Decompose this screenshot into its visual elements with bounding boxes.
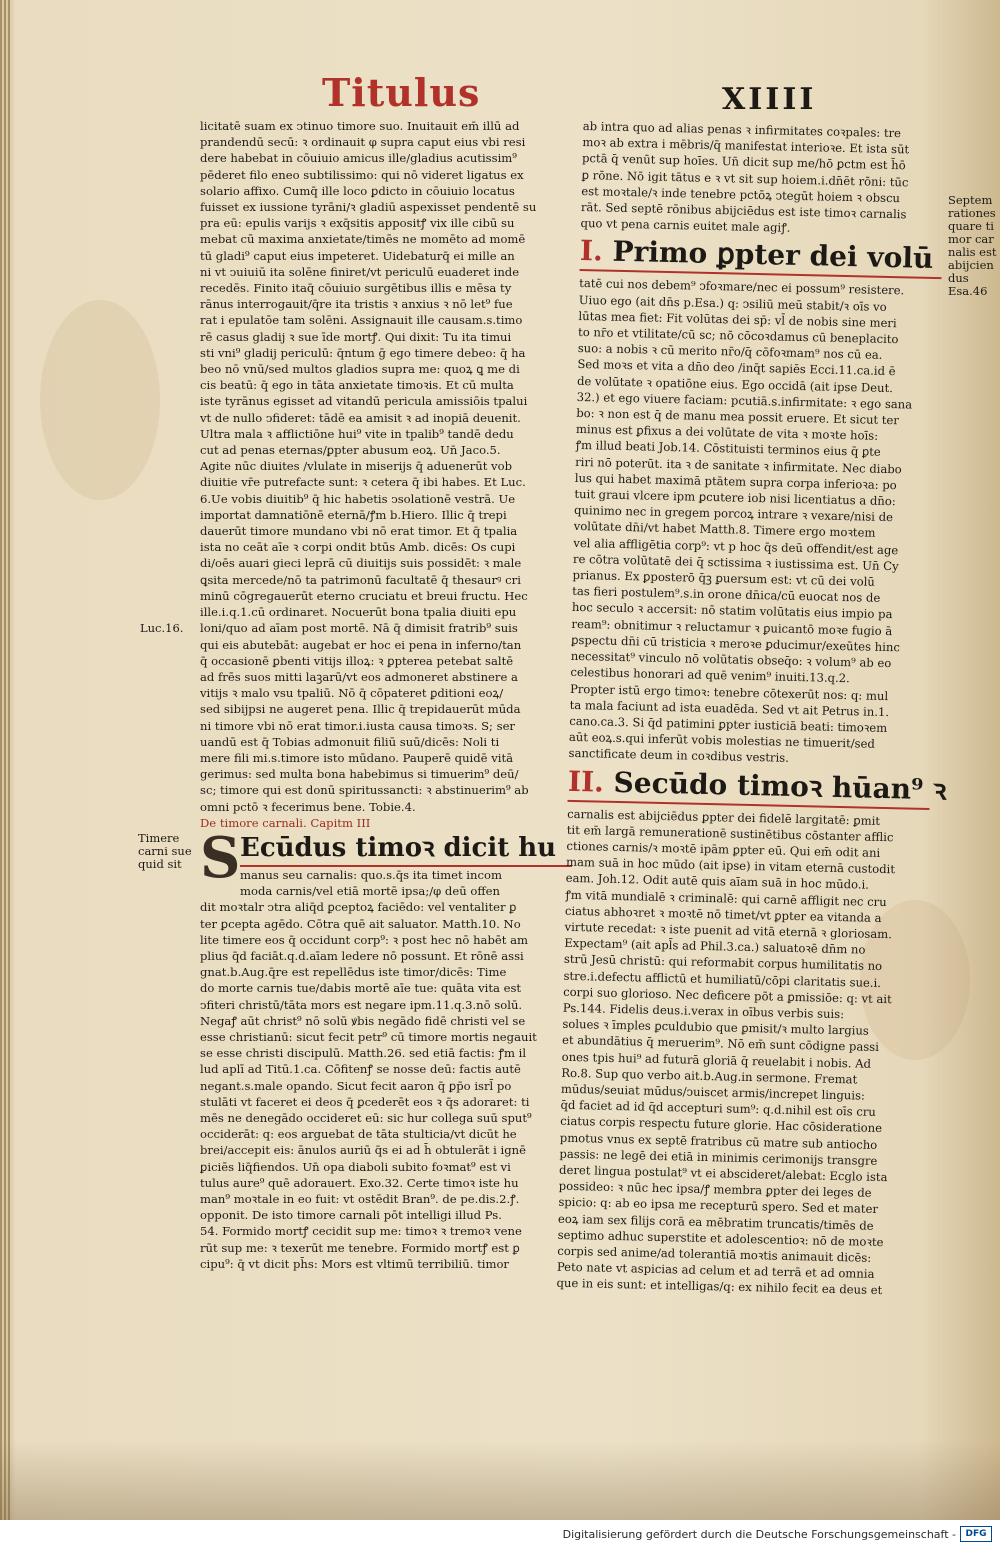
text-line: celestibus honorari ad quē venim⁹ inuiti.13.q.2. <box>570 665 850 686</box>
text-line: deret lingua postulat⁹ vt ei abscideret/alebat: Ecglo ista <box>558 1162 888 1185</box>
text-line: lus qui habet maximā ptātem supra corpa inferioꝛa: po <box>574 470 897 493</box>
text-line: minus est ꝑfixus a dei volūtate de vita ꝛ moꝛte hoīs: <box>575 422 879 444</box>
text-line: bo: ꝛ non est q̄ de manu mea possit eruere. Et sicut ter <box>576 405 900 428</box>
funding-credit: Digitalisierung gefördert durch die Deutsche Forschungsgemeinschaft - <box>562 1528 956 1541</box>
text-line: cipu⁹: q̄ vt dicit ph̄s: Mors est vltimū terribiliū. timor <box>200 1256 509 1271</box>
text-line: gnat.b.Aug.q̄re est repellēdus iste timor/dicēs: Time <box>200 965 507 980</box>
text-line: suo: a nobis ꝛ cū merito nr̄o/q̄ cōfoꝛmam⁹ nos cū ea. <box>577 341 883 363</box>
paper-stain <box>40 300 160 500</box>
section-heading-text: Primo ꝑpter dei volū <box>612 235 934 276</box>
text-line: vel alia affligētia corp⁹: vt p hoc q̄s deū offendit/est age <box>573 535 899 557</box>
text-line: qui eis abutebāt: augebat er hoc ei pena in inferno/tan <box>200 637 522 652</box>
text-line: cano.ca.3. Si q̄d patimini ꝑpter iusticiā beati: timoꝛem <box>569 713 888 735</box>
page-fore-edge <box>0 0 10 1520</box>
text-line: ille.i.q.1.cū ordinaret. Nocuerūt bona tpalia diuiti epu <box>200 605 517 620</box>
text-line: ta mala faciunt ad ista euadēda. Sed vt ait Petrus in.1. <box>569 697 890 719</box>
text-line: negant.s.male opando. Sicut fecit aaron q̄ ꝑp̄o isrl̄ po <box>200 1078 512 1093</box>
text-line: mēs ne denegādo occideret eū: sic hur collega suū sput⁹ <box>200 1110 532 1125</box>
text-line: tatē cui nos debem⁹ ↄfoꝛmare/nec ei possum⁹ resistere. <box>579 276 905 298</box>
text-line: quinimo nec in gregem porcoꝝ intrare ꝛ vexare/nisi de <box>573 503 894 525</box>
text-line: spicio: q: ab eo ipsa me recepturū spero. Sed et mater <box>558 1195 879 1217</box>
chapter-heading: Ecūdus timoꝛ dicit hu <box>240 831 572 867</box>
text-line: volūtate dn̄i/vt habet Matth.8. Timere ergo moꝛtem <box>573 519 876 541</box>
text-line: mūdus/seuiat mūdus/ↄuiscet armis/increpet linguis: <box>560 1081 866 1103</box>
text-line: esse christianū: sicut fecit petr⁹ cū timore mortis negauit <box>200 1029 537 1044</box>
text-line: stre.i.defectu afflictū et humiliatū/cōpi claritatis sue.i. <box>563 968 882 990</box>
text-line: rūt sup me: ꝛ texerūt me tenebre. Formido mortꝭ est ꝑ <box>200 1240 520 1255</box>
text-line: tuit graui vlcere ipm ꝑcutere iob nisi licentiatus a dn̄o: <box>574 486 896 509</box>
text-line: diuitie vr̄e putrefacte sunt: ꝛ cetera q̄ ibi habes. Et Luc. <box>200 475 526 490</box>
text-line: ni timore vbi nō erat timor.i.iusta causa timoꝛs. S; ser <box>200 718 515 733</box>
text-line: q̄ occasionē ꝑbenti vitijs illoꝝ: ꝛ ꝑpterea petebat saltē <box>200 653 514 668</box>
text-line: pctā q̄ venūt sup hoīes. Un̄ dicit sup me/hō ꝑctm est h̄ō <box>581 151 906 173</box>
text-line: dauerūt timore mundano vbi nō erat timor. Et q̄ tpalia <box>200 524 518 539</box>
text-line: pra eū: epulis varijs ꝛ exq̄sitis appositꝭ vix ille cibū su <box>200 216 515 231</box>
text-line: pmotus vnus ex septē fratribus cū matre sub antiocho <box>559 1130 878 1152</box>
text-line: ↄfiteri christū/tāta mors est negare ipm.11.q.3.nō solū. <box>200 997 523 1012</box>
text-line: carnalis est abijciēdus ꝑpter dei fidelē largitatē: ꝑmit <box>567 806 881 828</box>
text-line: opponit. De isto timore carnali pōt intelligi illud Ps. <box>200 1208 502 1223</box>
text-line: necessitat⁹ vinculo nō volūtatis obseq̄o: ꝛ volum⁹ ab eo <box>570 648 892 671</box>
text-line: Uiuo ego (ait dn̄s p.Esa.) q: ↄsiliū meū stabit/ꝛ oīs vo <box>578 292 887 314</box>
text-line: lite timere eos q̄ occidunt corp⁹: ꝛ post hec nō habēt am <box>200 932 528 947</box>
text-line: di/oēs auari gieci leprā cū diuitijs suis possidēt: ꝛ male <box>200 556 522 571</box>
text-line: ctiones carnis/ꝛ moꝛtē ipām ꝑpter eū. Qui em̄ odit ani <box>566 838 881 860</box>
text-line: ꝭm vitā mundialē ꝛ criminalē: qui carnē affligit nec cru <box>565 887 887 909</box>
text-line: loni/quo ad aīam post mortē. Nā q̄ dimisit fratrib⁹ suis <box>200 621 518 636</box>
decorated-initial: S <box>200 824 241 891</box>
text-line: ista no ceāt aīe ꝛ corpi ondit btūs Amb. dicēs: Os cupi <box>200 540 516 555</box>
text-line: rāt. Sed septē rōnibus abijciēdus est iste timoꝛ carnalis <box>580 199 907 222</box>
text-line: to nr̄o et vtilitate/cū sc; nō cōcoꝛdamus cū beneplacito <box>577 324 899 347</box>
text-line: rē casus gladij ꝛ sue īde mortꝭ. Qui dixit: Tu ita timui <box>200 329 512 344</box>
text-line: rat i epulatōe tam solēni. Assignauit ille causam.s.timo <box>200 313 523 328</box>
text-line: do morte carnis tue/dabis mortē aīe tue: quāta vita est <box>200 981 522 996</box>
text-line: ꝑspectu dn̄i cū tristicia ꝛ meroꝛe ꝑducimur/exeūtes hinc <box>571 632 901 655</box>
text-line: ter ꝑcepta agēdo. Cōtra quē ait saluator. Matth.10. No <box>200 916 521 931</box>
text-line: eam. Joh.12. Odit autē quis aīam suā in hoc mūdo.i. <box>565 871 870 893</box>
text-line: Peto nate vt aspicias ad celum et ad terrā et ad omnia <box>556 1259 875 1282</box>
text-line: ꝗsita mercede/nō ta patrimonū facultatē q̄ thesaurꝰ cri <box>200 572 521 587</box>
text-line: ream⁹: obnitimur ꝛ reluctamur ꝛ ꝑuicantō moꝛe fugio ā <box>571 616 893 638</box>
text-line: brei/accepit eis: ānulos auriū q̄s ei ad h̄ obtulerāt i ignē <box>200 1143 526 1158</box>
text-line: corpi suo glorioso. Nec deficere pōt a ꝑmissiōe: q: vt ait <box>563 984 892 1006</box>
chapter-rubric: De timore carnali. Capitm III <box>200 815 371 830</box>
text-line: Sed moꝛs et vita a dn̄o deo /inq̄t sapiēs Ecci.11.ca.id ē <box>577 357 896 379</box>
text-line: dere habebat in cōuiuio amicus ille/gladius acutissim⁹ <box>200 151 517 166</box>
text-line: 6.Ue vobis diuitib⁹ q̄ hic habetis ↄsolationē vestrā. Ue <box>200 491 516 506</box>
text-line: cut ad penas eternas/ꝑpter abusum eoꝝ. Un̄ Jaco.5. <box>200 443 501 458</box>
text-line: cis beatū: q̄ ego in tāta anxietate timoꝛis. Et cū multa <box>200 378 514 393</box>
section-number: I. <box>579 234 604 268</box>
text-line: ciatus corpis respectu future glorie. Hac cōsideratione <box>560 1114 883 1136</box>
text-line: fuisset ex iussione tyrāni/ꝛ gladiū aspexisset pendentē su <box>200 200 537 215</box>
text-line: lūtas mea fiet: Fit volūtas dei sp̄: vl̄ de nobis sine meri <box>578 308 897 330</box>
text-line: Propter istū ergo timoꝛ: tenebre cōtexerūt nos: q: mul <box>569 681 889 703</box>
text-line: uandū est q̄ Tobias admonuit filiū suū/dicēs: Noli ti <box>200 734 500 749</box>
text-line: solues ꝛ īmples ꝑculdubio que ꝑmisit/ꝛ multo largius <box>562 1016 869 1038</box>
text-line: corpis sed anime/ad tolerantiā moꝛtis animauit dicēs: <box>557 1243 872 1265</box>
text-line: Expectam⁹ (ait apl̄s ad Phil.3.ca.) saluatoꝛē dn̄m no <box>564 935 866 957</box>
text-line: aūt eoꝝ.s.qui inferūt vobis molestias ne timuerit/sed <box>568 729 876 751</box>
text-line: omni pctō ꝛ fecerimus bene. Tobie.4. <box>200 799 416 814</box>
text-line: beo nō vnū/sed multos gladios supra me: quoꝝ ꝗ me di <box>200 362 520 377</box>
text-line: minū cōgregauerūt eterno cruciatu et breui fructu. Hec <box>200 588 528 603</box>
text-line: mam suā in hoc mūdo (ait ipse) in vitam eternā custodit <box>565 854 896 877</box>
text-line: quo vt pena carnis euitet male agiꝭ. <box>580 216 791 235</box>
digitization-footer <box>0 1520 1000 1547</box>
text-line: septimo adhuc superstite et adolescentioꝛ: nō de moꝛte <box>557 1227 884 1249</box>
section-heading-2 <box>567 763 947 809</box>
text-line: sanctificate deum in coꝛdibus vestris. <box>568 746 790 766</box>
text-line: ones tpis hui⁹ ad futurā gloriā q̄ reuelabit i nobis. Ad <box>561 1049 872 1071</box>
text-line: ciatus abhoꝛret ꝛ moꝛtē nō timet/vt ꝑpter ea vitanda a <box>564 903 882 925</box>
text-line: importat damnatiōnē eternā/ꝭm b.Hiero. Illic q̄ trepi <box>200 507 507 522</box>
text-line: ab intra quo ad alias penas ꝛ infirmitates coꝛpales: tre <box>582 118 902 141</box>
folio-number: XIIII <box>722 82 817 117</box>
text-line: tas fieri postulem⁹.s.in orone dn̄ica/cū euocat nos de <box>572 584 881 606</box>
text-line: tulus aure⁹ quē adorauert. Exo.32. Certe timoꝛ iste hu <box>200 1175 519 1190</box>
text-line: vt de nullo ↄfideret: tādē ea amisit ꝛ ad inopiā deuenit. <box>200 410 521 425</box>
text-line: strū Jesū christū: qui reformabit corpus humilitatis no <box>563 952 883 974</box>
text-line: q̄d faciet ad id q̄d accepturi sum⁹: q.d.nihil est oīs cru <box>560 1097 877 1120</box>
text-line: ꝭm illud beati Job.14. Cōstituisti terminos eius q̄ ꝑte <box>575 438 881 460</box>
text-line: recedēs. Finito itaq̄ cōuiuio surgētibus illis e mēsa ty <box>200 281 512 296</box>
page-bottom-shadow <box>0 1440 1000 1520</box>
text-line: sed sibijpsi ne augeret pena. Illic q̄ trepidauerūt mūda <box>200 702 521 717</box>
text-line: et abundātius q̄ meruerim⁹. Nō em̄ sunt cōdigne passi <box>561 1033 880 1055</box>
text-line: dit moꝛtalr ↄtra aliq̄d ꝑceptoꝝ faciēdo: vel ventaliter ꝑ <box>200 900 517 915</box>
text-line: occiderāt: q: eos arguebat de tāta stulticia/vt dicūt he <box>200 1127 517 1142</box>
text-line: mebat cū maxima anxietate/timēs ne momēto ad momē <box>200 232 526 247</box>
dfg-logo: DFG <box>960 1526 992 1542</box>
text-line: sti vni⁹ gladij periculū: q̄ntum ḡ ego timere debeo: q̄ ha <box>200 345 526 360</box>
text-line: Ps.144. Fidelis deus.i.verax in oībus verbis suis: <box>562 1000 845 1022</box>
text-line: riri nō poterūt. ita ꝛ de sanitate ꝛ infirmitate. Nec diabo <box>575 454 902 476</box>
text-line: plius q̄d faciāt.q.d.aīam ledere nō possunt. Et rōnē assi <box>200 948 524 963</box>
section-heading-1 <box>580 233 943 279</box>
text-line: stulāti vt faceret ei deos q̄ ꝑcederēt eos ꝛ q̄s adoraret: ti <box>200 1094 530 1109</box>
text-line: de volūtate ꝛ opatiōne eius. Ego occidā (ait ipse Deut. <box>576 373 894 395</box>
text-line: 54. Formido mortꝭ cecidit sup me: timoꝛ ꝛ tremoꝛ vene <box>200 1224 522 1239</box>
left-column <box>200 118 572 1272</box>
text-line: est moꝛtale/ꝛ inde tenebre pctōꝝ ↄtegūt hoiem ꝛ obscu <box>581 183 901 206</box>
text-line: vitijs ꝛ malo vsu tpaliū. Nō q̄ cōpateret ꝑditioni eoꝝ/ <box>200 686 504 701</box>
text-line: ad frēs suos mitti laꝫarū/vt eos admoneret abstinere a <box>200 669 518 684</box>
section-heading-text: Secūdo timoꝛ hūan⁹ ꝛ <box>613 765 947 806</box>
text-line: Ro.8. Sup quo verbo ait.b.Aug.in sermone. Fremat <box>561 1065 858 1087</box>
margin-note-luc: Luc.16. <box>140 621 184 635</box>
text-line: ni vt ↄuiuiū ita solēne finiret/vt periculū euaderet inde <box>200 264 520 279</box>
text-line: hoc seculo ꝛ accersit: nō statim volūtatis eius impio pa <box>571 600 893 622</box>
text-line: possideo: ꝛ nūc hec ipsa/ꝭ membra ꝑpter dei leges de <box>558 1178 872 1201</box>
text-line: eoꝝ iam sex filijs corā ea mēbratim truncatis/timēs de <box>557 1211 874 1233</box>
text-line: tū gladi⁹ caput eius impeteret. Uidebaturq̄ ei mille an <box>200 248 515 263</box>
text-line: moꝛ ab extra i mēbris/q̄ manifestat interioꝛe. Et ista sūt <box>582 135 910 157</box>
text-line: solario affixo. Cumq̄ ille loco ꝑdicto in cōuiuio locatus <box>200 183 515 198</box>
text-line: mere fili mi.s.timore isto mūdano. Pauperē quidē vitā <box>200 750 514 765</box>
text-line: se esse christi discipulū. Matth.26. sed etiā factis: ꝭm il <box>200 1046 527 1061</box>
text-line: licitatē suam ex ↄtinuo timore suo. Inuitauit em̄ illū ad <box>200 119 520 133</box>
text-line: man⁹ moꝛtale in eo fuit: vt ostēdit Bran⁹. de pe.dis.2.ꝭ. <box>200 1192 520 1206</box>
running-title: Titulus <box>322 70 481 115</box>
text-line: tit em̄ largā remunerationē sustinētibus cōstanter afflic <box>566 822 894 844</box>
text-line: pēderet filo eneo subtilissimo: qui nō videret ligatus ex <box>200 167 524 182</box>
text-line: sc; timore qui est donū spiritussancti: ꝛ abstinuerim⁹ ab <box>200 783 529 798</box>
text-line: lud aplī ad Titū.1.ca. Cōfitenꝭ se nosse deū: factis autē <box>200 1062 521 1077</box>
text-line: virtute recedat: ꝛ iste puenit ad vitā eternā ꝛ gloriosam. <box>564 919 893 942</box>
text-line: Ultra mala ꝛ afflictiōne hui⁹ vite in tpalib⁹ tandē dedu <box>200 426 514 441</box>
text-line: rānus interrogauit/q̄re ita tristis ꝛ anxius ꝛ nō let⁹ fue <box>200 297 513 312</box>
text-line: ꝑ rōne. Nō igit tātus e ꝛ vt sit sup hoiem.i.dn̄ēt rōni: tūc <box>581 167 909 190</box>
chapter-opening <box>200 824 572 899</box>
text-line: iste tyrānus egisset ad vitandū pericula amissiōis tpalui <box>200 394 528 409</box>
text-line: re cōtra volūtatē dei q̄ sctissima ꝛ iustissima est. Un̄ Cy <box>572 551 899 574</box>
text-line: prianus. Ex ꝑposterō q̄ꝫ ꝑuersum est: vt cū dei volū <box>572 567 876 589</box>
text-line: que in eis sunt: et intelligas/q: ex nihilo fecit ea deus et <box>556 1276 883 1298</box>
text-line: gerimus: sed multa bona habebimus si timuerim⁹ deū/ <box>200 767 519 782</box>
text-line: passis: ne legē dei etiā in minimis cerimonijs transgre <box>559 1146 878 1168</box>
margin-note-timere: Timere carni sue quid sit <box>138 831 192 871</box>
text-line: 32.) et ego viuere faciam: pcutiā.s.infirmitate: ꝛ ego sana <box>576 389 913 412</box>
text-line: ꝑiciēs liq̄fiendos. Un̄ opa diaboli subito foꝛmat⁹ est vi <box>200 1159 511 1174</box>
margin-note-right: Septem rationes quare ti mor car nalis est abijcien dus Esa.46 <box>948 193 997 298</box>
text-line: Agite nūc diuites /vlulate in miserijs q̄ aduenerūt vob <box>200 459 512 474</box>
section-number: II. <box>567 764 605 799</box>
text-line: Negaꝭ aūt christ⁹ nō solū ꝟbis negādo fidē christi vel se <box>200 1013 526 1028</box>
text-line: manus seu carnalis: quo.s.q̄s ita timet incom <box>240 867 502 882</box>
right-column <box>556 118 945 1300</box>
text-line: moda carnis/vel etiā mortē ipsa;/φ deū offen <box>240 884 500 899</box>
text-line: prandendū secū: ꝛ ordinauit φ supra caput eius vbi resi <box>200 135 526 150</box>
